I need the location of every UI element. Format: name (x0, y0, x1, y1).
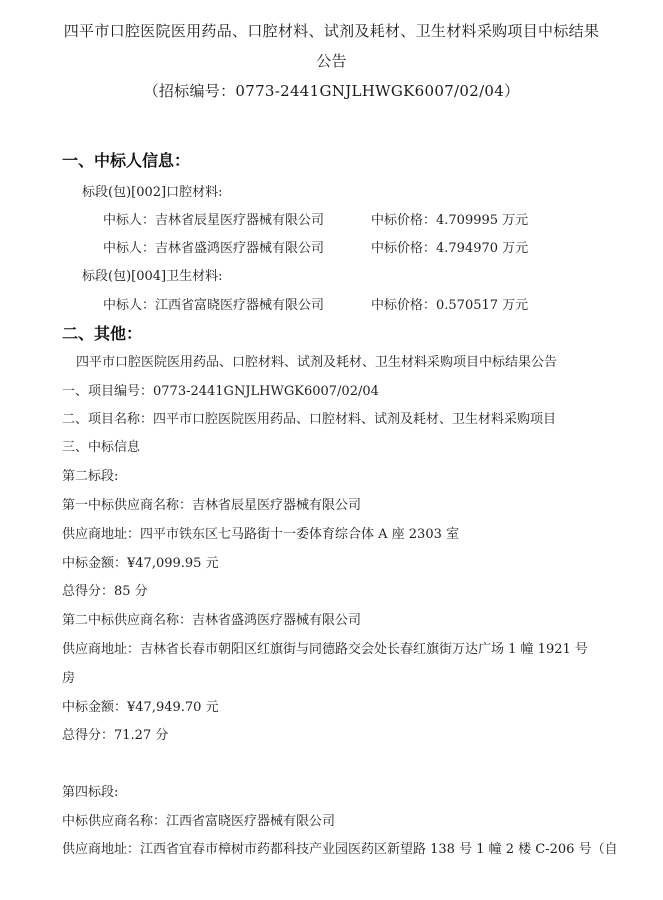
supplier-address-continued: 房 (62, 671, 76, 686)
bid-number: （招标编号：0773-2441GNJLHWGK6007/02/04） (143, 82, 520, 100)
announcement-title-line: 四平市口腔医院医用药品、口腔材料、试剂及耗材、卫生材料采购项目中标结果公告 (76, 355, 558, 370)
supplier-address-line: 供应商地址：四平市铁东区七马路街十一委体育综合体 A 座 2303 室 (62, 527, 460, 542)
winner-price: 中标价格：4.794970 万元 (371, 241, 529, 256)
winner-name: 中标人：吉林省盛鸿医疗器械有限公司 (103, 241, 325, 256)
award-amount-line: 中标金额：¥47,099.95 元 (62, 556, 219, 571)
project-name-line: 二、项目名称：四平市口腔医院医用药品、口腔材料、试剂及耗材、卫生材料采购项目 (62, 412, 557, 427)
lot-label: 标段(包)[002]口腔材料: (82, 185, 223, 200)
section-heading-winners: 一、中标人信息： (62, 151, 191, 170)
winner-price: 中标价格：4.709995 万元 (371, 213, 529, 228)
lot-heading: 第四标段: (62, 785, 119, 800)
winner-name: 中标人：江西省富晓医疗器械有限公司 (103, 298, 325, 313)
document-title: 四平市口腔医院医用药品、口腔材料、试剂及耗材、卫生材料采购项目中标结果 (63, 22, 600, 40)
supplier-name-line: 第二中标供应商名称：吉林省盛鸿医疗器械有限公司 (62, 613, 362, 628)
document-title-continued: 公告 (316, 52, 347, 70)
award-info-line: 三、中标信息 (62, 440, 141, 455)
winner-name: 中标人：吉林省辰星医疗器械有限公司 (103, 213, 325, 228)
supplier-name-line: 第一中标供应商名称：吉林省辰星医疗器械有限公司 (62, 498, 362, 513)
winner-price: 中标价格：0.570517 万元 (371, 298, 529, 313)
total-score-line: 总得分：85 分 (62, 584, 148, 599)
section-heading-other: 二、其他： (62, 324, 143, 343)
award-amount-line: 中标金额：¥47,949.70 元 (62, 700, 219, 715)
supplier-address-line: 供应商地址：吉林省长春市朝阳区红旗街与同德路交会处长春红旗街万达广场 1 幢 1921 号 (62, 642, 588, 657)
lot-label: 标段(包)[004]卫生材料: (82, 269, 223, 284)
supplier-name-line: 中标供应商名称：江西省富晓医疗器械有限公司 (62, 814, 336, 829)
lot-heading: 第二标段: (62, 469, 119, 484)
total-score-line: 总得分：71.27 分 (62, 728, 169, 743)
project-number-line: 一、项目编号：0773-2441GNJLHWGK6007/02/04 (62, 384, 379, 399)
supplier-address-line: 供应商地址：江西省宜春市樟树市药都科技产业园医药区新望路 138 号 1 幢 2 楼 C-206 号（自 (62, 842, 618, 857)
